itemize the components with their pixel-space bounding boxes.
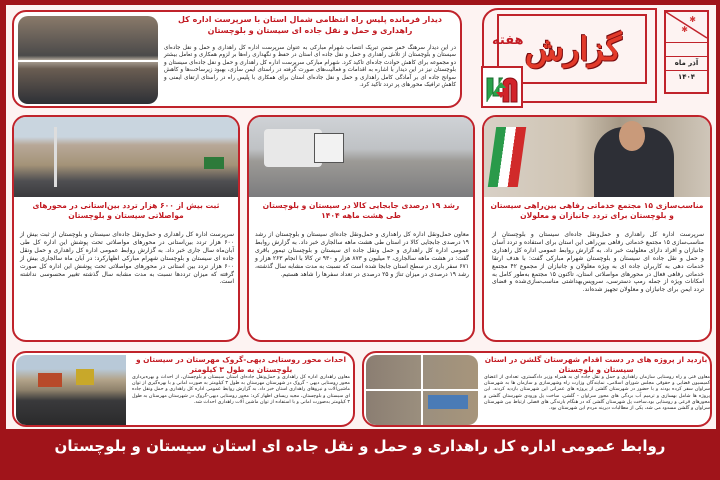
article-body: معاون حمل‌ونقل اداره کل راهداری و حمل‌ونقل جاده‌ای سیستان و بلوچستان از رشد ۱۹ درصدی جابجایی کالا در استان طی هشت ماهه سالجاری خبر داد. به گزارش روابط عمومی اداره کل راهداری و حمل ونقل جاده ای سیستان و بلوچستان تیمور باقری گفت: در هشت ماهه سالجاری، ۳ میلیون و ۸۷۳ هزار و ۹۳۰ تن کالا با انجام ۲۶۳ هزار و ۶۷۱ سفر باری در سطح استان جابجا شده است که نسبت به مدت مشابه سال گذشته، رشد ۱۹ درصدی در میزان تناژ و ۲۵ درصدی در تعداد سفرها را شاهد هستیم. xyxy=(255,231,469,278)
article-dihi-gorook-road xyxy=(12,351,355,427)
article-interprovincial-traffic xyxy=(12,115,240,342)
article-golshan-visit xyxy=(362,351,712,427)
article-title: دیدار فرمانده پلیس راه انتظامی شمال استان با سرپرست اداره کل راهداری و حمل و نقل جاده ای سیستان و بلوچستان xyxy=(178,15,442,35)
meeting-photos xyxy=(18,16,158,104)
article-title: ثبت بیش از ۶۰۰ هزار تردد بین‌استانی در محورهای مواصلاتی سیستان و بلوچستان xyxy=(32,201,220,221)
article-title: رشد ۱۹ درصدی جابجایی کالا در سیستان و بلوچستان طی هشت ماهه ۱۴۰۴ xyxy=(262,201,460,221)
site-visit-photos xyxy=(366,355,478,425)
article-accessibility xyxy=(482,115,712,342)
article-body: معاون راهداری اداره کل راهداری و حمل‌ونقل جاده‌ای استان سیستان و بلوچستان، از احداث و بهره‌برداری محور روستایی دیهی - گروک در شهرستان مهرستان به طول ۳ کیلومتر به صورت امانی و با بهره‌گیری از توان ماشین‌آلات و نیروهای راهداری استان خبر داد. به گزارش روابط عمومی اداره کل راهداری و حمل ونقل جاده ای سیستان و بلوچستان، مجید ریساف اظهار کرد: محور روستایی دیهی-گروک در شهرستان مهرستان به طول ۳ کیلومتر به‌صورت امانی و با استفاده از توان ماشین آلات راهداری احداث شد. xyxy=(132,375,350,405)
header-subtitle: هفته xyxy=(492,33,524,48)
highway-photo xyxy=(14,117,238,197)
article-title: بازدید از پروژه های در دست اقدام شهرستان گلشن در استان سیستان و بلوچستان xyxy=(484,355,708,374)
svg-text:✱: ✱ xyxy=(689,15,696,24)
header-title: گزارش xyxy=(525,30,622,68)
article-body: در این دیدار سرهنگ خمر ضمن تبریک انتصاب شهرام مبارکی به عنوان سرپرست اداره کل راهداری و حمل و نقل جاده‌ای سیستان و بلوچستان از تلاش راهداری و حمل و نقل جاده ای استان در حفظ و نگهداری راه‌ها بر لزوم همکاری و تعامل بیشتر دو مجموعه برای کاهش حوادث جاده‌ای تاکید کرد. شهرام مبارکی سرپرست اداره کل راهداری و حمل و نقل جاده‌ای سیستان و بلوچستان نیز در این دیدار با اشاره به اقدامات و فعالیت‌های صورت گرفته در راستای ایمن سازی، بهبود زیرساخت‌ها و کاهش سوانح جاده ای بر آمادگی کامل راهداری و حمل و نقل جاده‌ای استان برای همکاری با پلیس راه در راستای ارتقای ایمنی و کاهش ترافیک محورهای پر تردد تاکید کرد. xyxy=(164,45,456,88)
article-body: سرپرست اداره کل راهداری و حمل‌ونقل جاده‌ای سیستان و بلوچستان از مناسب‌سازی ۱۵ مجتمع خدماتی رفاهی بین‌راهی این استان برای استفاده و تردد آسان جانبازان و افراد دارای معلولیت خبر داد. به گزارش روابط عمومی اداره کل راهداری و حمل و نقل جاده ای سیستان و بلوچستان شهرام مبارکی گفت: با هدف ارتقا خدمات دهی به کاربران جاده ای به ویژه معلولان و جانبازان از مجموع ۴۲ مجتمع خدماتی رفاهی فعال در محورهای مواصلاتی استان، تاکنون ۱۵ مجتمع به‌طور کامل به امکانات ویژه از جمله رمپ دسترسی، سرویس‌بهداشتی مناسب‌سازی‌شده و فضای تردد ایمن برای جانبازان و معلولان تجهیز شده‌اند. xyxy=(492,231,704,294)
date-year: ۱۴۰۴ xyxy=(666,70,707,84)
article-meeting xyxy=(12,10,462,108)
rahdari-logo-icon xyxy=(481,66,523,108)
article-body: سرپرست اداره کل راهداری و حمل‌ونقل جاده‌ای سیستان و بلوچستان از ثبت بیش از ۶۰۰ هزار تردد بین‌استانی در محورهای مواصلاتی تحت پوشش این اداره کل طی آبان‌ماه سال جاری خبر داد. به گزارش روابط عمومی اداره کل راهداری و حمل ونقل جاده ای سیستان و بلوچستان شهرام مبارکی اظهارکرد: در آبان ماه سالجاری بیش از ۶۰۰ هزار تردد بین استانی در محورهای مواصلاتی تحت پوشش این اداره کل صورت گرفته که میزان ترددها نسبت به مدت مشابه سال گذشته تغییر محسوسی نداشته است. xyxy=(20,231,234,286)
article-body: معاون فنی و راه روستایی سازمان راهداری و حمل و نقل جاده ای به همراه وزیر دادگستری، تعدادی از اعضای کمیسیون قضایی و حقوقی مجلس شورای اسلامی، نمایندگان وزارت راه وشهرسازی و سازمان ها به شهرستان سراوان سفر کرده بودند و با حضور در شهرستان گلشن از پروژه های عمرانی این شهرستان بازدید کردند. این پروژه ها شامل بهسازی و ترمیم آب بردگی های محور سراوان - گلشن، ساخت پل ورودی شهرستان گلشن و محورهای فرعی و روستایی بود.ساخت پل شهرستان گلشن که در هنگام بارندگی های فصلی ارتباط بین شهرستان سراوان و گلشن مسدود می شد، یکی از مطالبات دیرینه مردم این شهرستان بود. xyxy=(484,375,710,412)
footer-banner: روابط عمومی اداره کل راهداری و حمل و نقل جاده ای استان سیستان و بلوچستان xyxy=(0,429,720,480)
svg-text:✱: ✱ xyxy=(681,25,688,34)
road-construction-photo xyxy=(16,355,126,425)
date-box xyxy=(664,10,709,94)
article-title: احداث محور روستایی دیهی-گروک مهرستان در سیستان و بلوچستان به طول ۳ کیلومتر xyxy=(135,355,347,374)
empty-cell xyxy=(666,42,707,56)
truck-photo xyxy=(249,117,473,197)
official-portrait xyxy=(484,117,710,197)
article-cargo-growth xyxy=(247,115,475,342)
date-month: آذر ماه xyxy=(666,56,707,70)
article-title: مناسب‌سازی ۱۵ مجتمع خدماتی رفاهی بین‌راهی سیستان و بلوچستان برای تردد جانبازان و معلولان xyxy=(490,201,704,221)
